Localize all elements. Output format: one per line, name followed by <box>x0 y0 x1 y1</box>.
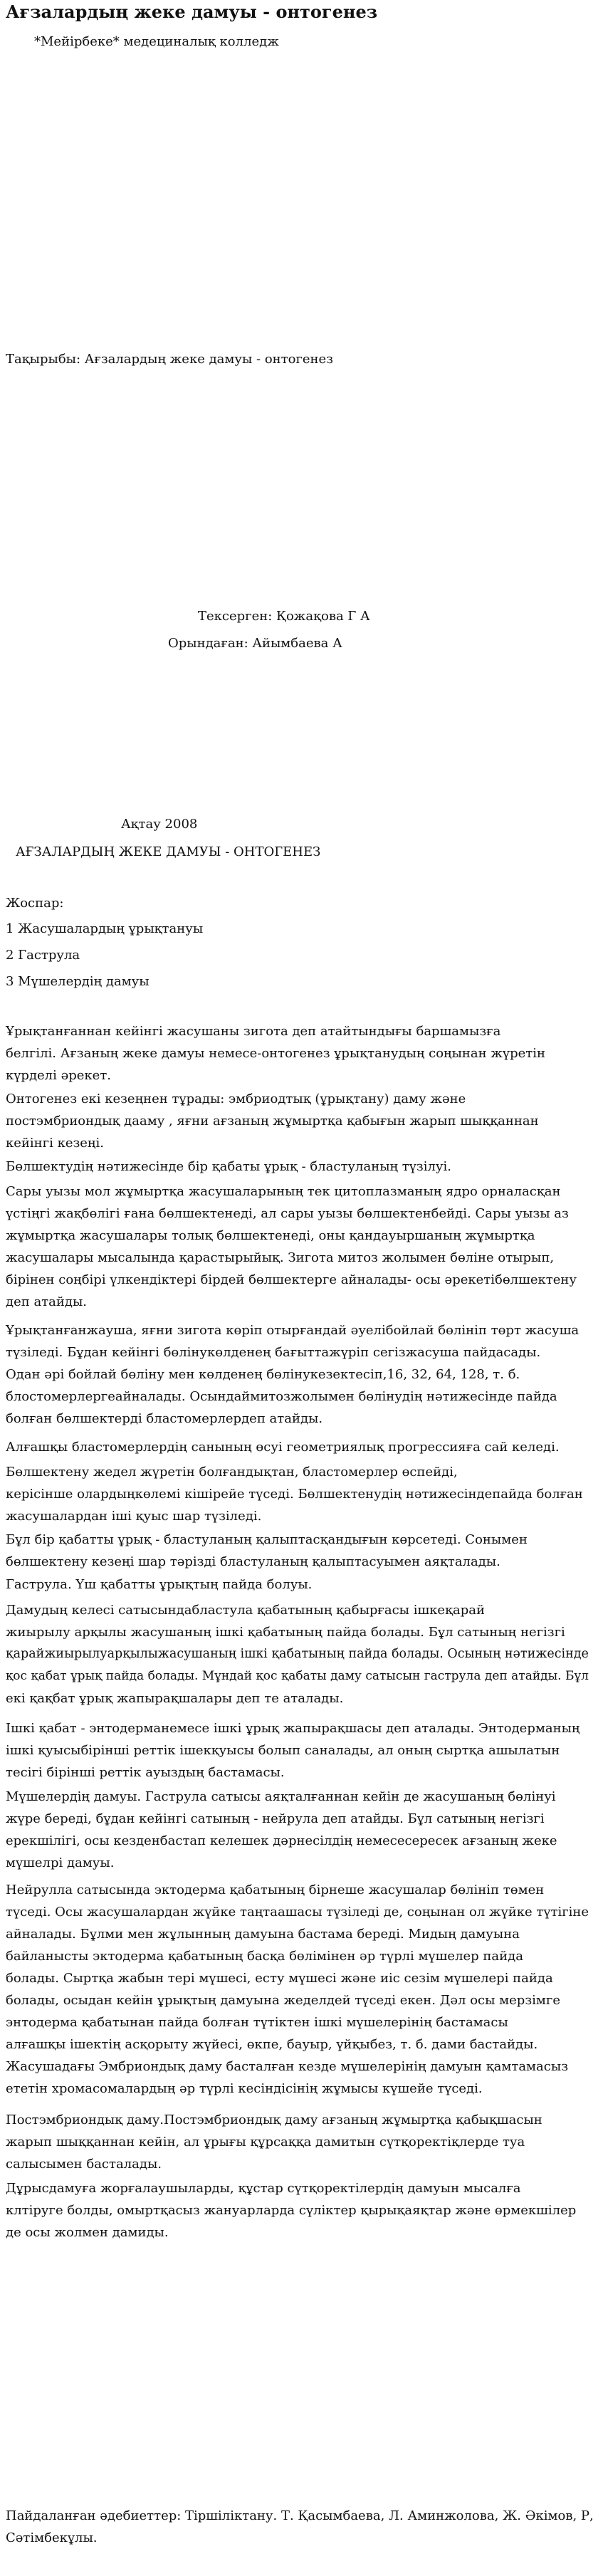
body-paragraph: Сары уызы мол жұмыртқа жасушаларының тек цитоплазманың ядро орналасқан үстіңгі жақбөлігі ғана бөлшектенеді, ал сары уызы бөлшектенбейді. Сары уызы аз жұмыртқа жасушалары толық бөлшектенеді, оны қандауыршаның жұмыртқа жасушалары мысалында қарастырыйық. Зигота митоз жолымен бөліне отырып, бірінен соңбірі үлкендіктері бірдей бөлшектерге айналады- осы әрекетібөлшектену деп атайды. <box>6 1184 577 1309</box>
references: Пайдаланған әдебиеттер: Тіршіліктану. Т. Қасымбаева, Л. Аминжолова, Ж. Әкімов, Р, Сәтімбекұлы. <box>6 2508 594 2545</box>
body-paragraph: Постэмбриондық даму.Постэмбриондық даму ағзаның жұмыртқа қабықшасын жарып шыққаннан кейін, ал ұрығы құрсаққа дамитын сүтқоректіқлерде туа салысымен басталады. <box>6 2112 542 2172</box>
body-paragraph: Бұл бір қабатты ұрық - бластуланың қалыптасқандығын көрсетеді. Сонымен бөлшектену кезеңі шар тәрізді бластуланың қалыптасуымен аяқталады. <box>6 1532 528 1569</box>
college-name: *Мейірбеке* медециналық колледж <box>34 34 279 49</box>
reviewer-line: Тексерген: Қожақова Г А <box>198 609 370 624</box>
body-paragraph: Ішкі қабат - энтодерманемесе ішкі ұрық жапырақшасы деп аталады. Энтодерманың ішкі қуысыбіріншi реттiк iшекқуысы болып саналады, ал оның сыртқа ашылатын тесігі біріншi реттiк ауыздың бастамасы. <box>6 1721 580 1780</box>
body-paragraph: Мүшелердің дамуы. Гаструла сатысы аяқталғаннан кейін де жасушаның бөлінуі жүре береді, бұдан кейінгі сатының - нейрула деп атайды. Бұл сатының негізгі ерекшілігі, осы кезденбастап келешек дәрнесілдің немесесересек ағзаның жеке мүшелрі дамуы. <box>6 1789 557 1870</box>
body-paragraph: Дамудың келесі сатысындабластула қабатының қабырғасы ішкеқарай жиырылу арқылы жасушаның ішкі қабатының пайда болады. Бұл сатының негізгі қарайжиырылуарқылыжасушаның ішкі қабатының пайда болады. Осының нәтижесінде қос қабат ұрық пайда болады. Мұндай қос қабаты даму сатысын гаструла деп атайды. Бұл екі қақбат ұрық жапырақшалары деп те аталады. <box>6 1603 589 1706</box>
body-paragraph: Гаструла. Үш қабатты ұрықтың пайда болуы. <box>6 1577 313 1592</box>
body-paragraph: Нейрулла сатысында эктодерма қабатының бірнеше жасушалар бөлініп төмен түседі. Осы жасушалардан жүйке таңтаашасы түзіледі де, соңынан ол жүйке түтігіне айналады. Бұлми мен жұлынның дамуына бастама береді. Мидың дамуына байланысты эктодерма қабатының басқа бөлімінен әр түрлі мүшелер пайда болады. Сыртқа жабын тері мүшесі, есту мүшесі және иіс сезім мүшелері пайда болады, осыдан кейін ұрықтың дамуына жеделдей түседі екен. Дәл осы мерзімге энтодерма қабатынан пайда болған түтіктен ішкі мүшелерінің бастамасы алғашқы ішектің асқорыту жүйесі, өкпе, бауыр, үйқыбез, т. б. дами бастайды. Жасушадағы Эмбриондық даму басталған кезде мүшелерінің дамуын қамтамасыз ететін хромасомалардың әр түрлі кесіндісінің жұмысы күшейе түседі. <box>6 1883 589 2096</box>
topic-line: Тақырыбы: Ағзалардың жеке дамуы - онтогенез <box>6 352 334 367</box>
plan-item: 2 Гаструла <box>6 948 80 963</box>
performer-line: Орындаған: Айымбаева А <box>168 636 342 651</box>
main-heading: АҒЗАЛАРДЫҢ ЖЕКЕ ДАМУЫ - ОНТОГЕНЕЗ <box>16 844 321 859</box>
body-paragraph: Алғашқы бластомерлердің санының өсуі геометриялық прогрессияға сай келеді. <box>6 1440 560 1455</box>
body-paragraph: Дұрысдамуға жорғалаушыларды, құстар сүтқоректілердің дамуын мысалға клтіруге болды, омыртқасыз жануарларда сүліктер қырықаяқтар және өрмекшілер де осы жолмен дамиды. <box>6 2181 577 2240</box>
plan-heading: Жоспар: <box>6 896 64 911</box>
body-paragraph: Бөлшектену жедел жүретін болғандықтан, бластомерлер өспейді, керісінше олардыңкөлемі кішірейе түседі. Бөлшектенудің нәтижесіндепайда болған жасушалардан іші қуыс шар түзіледі. <box>6 1465 583 1524</box>
document-title: Ағзалардың жеке дамуы - онтогенез <box>6 1 378 22</box>
plan-item: 3 Мүшелердің дамуы <box>6 974 150 989</box>
body-paragraph: Ұрықтанғаннан кейінгі жасушаны зигота деп атайтындығы баршамызға белгілі. Ағзаның жеке дамуы немесе-онтогенез ұрықтанудың соңынан жүретін күрделі әрекет. <box>6 1024 545 1083</box>
body-paragraph: Онтогенез екі кезеңнен тұрады: эмбриодтық (ұрықтану) даму және постэмбриондық дааму , яғни ағзаның жұмыртқа қабығын жарып шыққаннан кейінгі кезеңі. <box>6 1091 539 1151</box>
city-year: Ақтау 2008 <box>121 817 198 832</box>
body-paragraph: Бөлшектудің нәтижесінде бір қабаты ұрық - бластуланың түзілуі. <box>6 1159 451 1174</box>
plan-item: 1 Жасушалардың ұрықтануы <box>6 921 204 936</box>
body-paragraph: Ұрықтанғанжауша, яғни зигота көріп отырғандай әуелібойлай бөлініп төрт жасуша түзіледі. Бұдан кейінгі бөлінукөлденең бағыттажүріп сегізжасуша пайдасады. Одан әрі бойлай бөліну мен көлденең бөлінукезектесіп,16, 32, 64, 128, т. б. блостомерлергеайналады. Осындаймитозжолымен бөлінудің нәтижесінде пайда болған бөлшектерді бластомерлердеп атайды. <box>6 1323 580 1426</box>
